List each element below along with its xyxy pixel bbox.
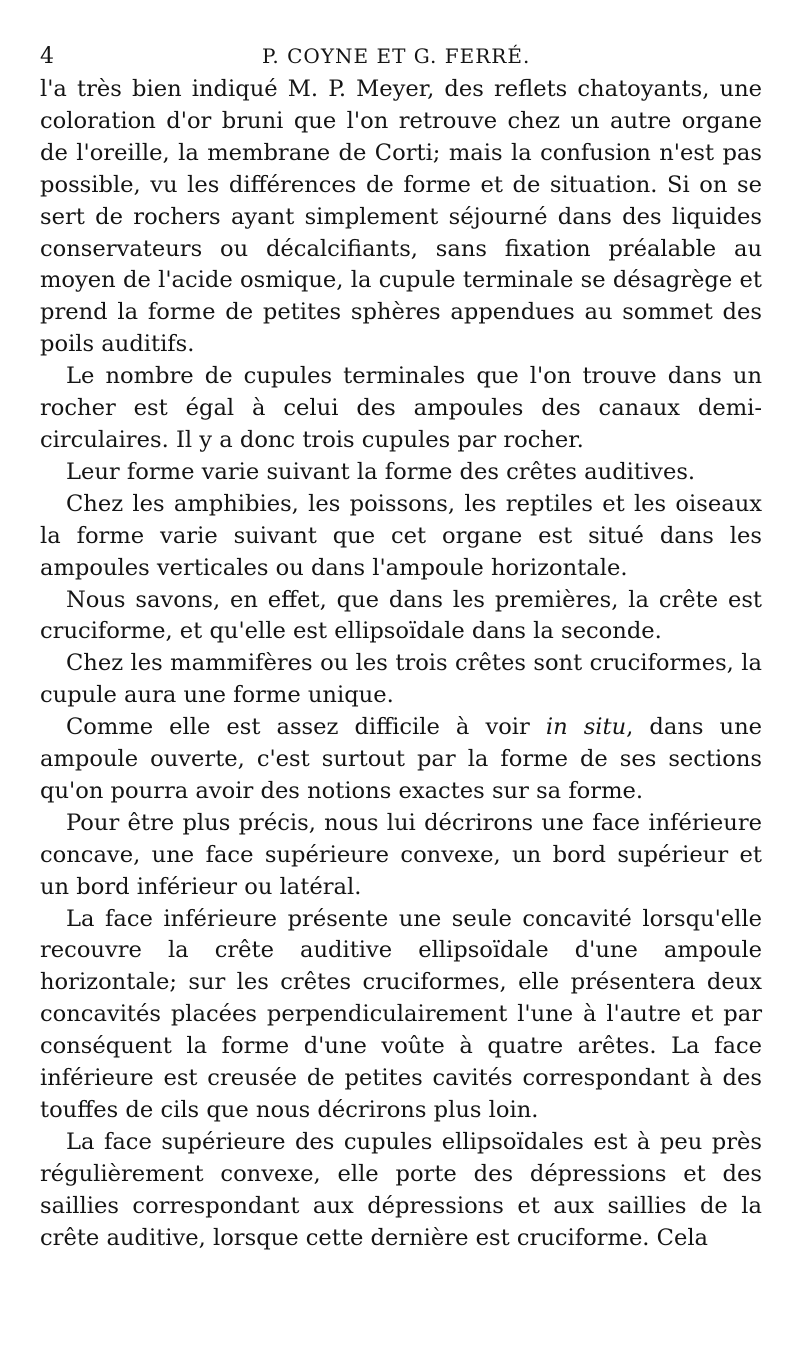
paragraph-7-text: Comme elle est assez difficile à voir — [66, 714, 546, 741]
paragraph-9 — [40, 904, 762, 1127]
paragraph-10-text: La face supérieure des cupules ellipsoïdales est à peu près régulièrement convexe, elle porte des dépressions et des saillies correspondant aux dépressions et aux saillies de la crête auditive, lorsque cette dernière est cruciforme. Cela — [40, 1128, 762, 1251]
paragraph-1 — [40, 74, 762, 361]
paragraph-4 — [40, 489, 762, 585]
paragraph-2 — [40, 361, 762, 457]
paragraph-7-text-end: , dans une ampoule ouverte, c'est surtout par la forme de ses sections qu'on pourra avoir des notions exactes sur sa forme. — [40, 714, 762, 804]
paragraph-6-text: Chez les mammifères ou les trois crêtes sont cruciformes, la cupule aura une forme unique. — [40, 650, 762, 709]
paragraph-8-text: Pour être plus précis, nous lui décrirons une face inférieure concave, une face supérieure convexe, un bord supérieur et un bord inférieur ou latéral. — [40, 809, 762, 900]
paragraph-5 — [40, 585, 762, 649]
page-number: 4 — [40, 44, 55, 69]
paragraph-3-text: Leur forme varie suivant la forme des crêtes auditives. — [66, 458, 696, 485]
running-title: P. COYNE ET G. FERRÉ. — [262, 44, 531, 68]
body-text — [40, 74, 762, 1255]
paragraph-7 — [40, 712, 762, 808]
paragraph-7-italic-in-situ: in situ — [545, 714, 627, 741]
paragraph-3 — [40, 457, 762, 489]
paragraph-9-text: La face inférieure présente une seule concavité lorsqu'elle recouvre la crête auditive ellipsoïdale d'une ampoule horizontale; sur les crêtes cruciformes, elle présentera deux concavités placées perpendiculairement l'une à l'autre et par conséquent la forme d'une voûte à quatre arêtes. La face inférieure est creusée de petites cavités correspondant à des touffes de cils que nous décrirons plus loin. — [40, 905, 762, 1123]
running-head — [40, 34, 762, 74]
paragraph-10 — [40, 1127, 762, 1255]
paragraph-6 — [40, 648, 762, 712]
paragraph-5-text: Nous savons, en effet, que dans les premières, la crête est cruciforme, et qu'elle est ellipsoïdale dans la seconde. — [40, 586, 762, 645]
paragraph-1-text: l'a très bien indiqué M. P. Meyer, des reflets chatoyants, une coloration d'or bruni que l'on retrouve chez un autre organe de l'oreille, la membrane de Corti; mais la confusion n'est pas possible, vu les différences de forme et de situation. Si on se sert de rochers ayant simplement séjourné dans des liquides conservateurs ou décalcifiants, sans fixation préalable au moyen de l'acide osmique, la cupule terminale se désagrège et prend la forme de petites sphères appendues au sommet des poils auditifs. — [40, 76, 762, 358]
paragraph-2-text: Le nombre de cupules terminales que l'on trouve dans un rocher est égal à celui des ampoules des canaux demi-circulaires. Il y a donc trois cupules par rocher. — [40, 363, 762, 453]
paragraph-8 — [40, 808, 762, 904]
paragraph-4-text: Chez les amphibies, les poissons, les reptiles et les oiseaux la forme varie suivant que cet organe est situé dans les ampoules verticales ou dans l'ampoule horizontale. — [40, 490, 762, 581]
